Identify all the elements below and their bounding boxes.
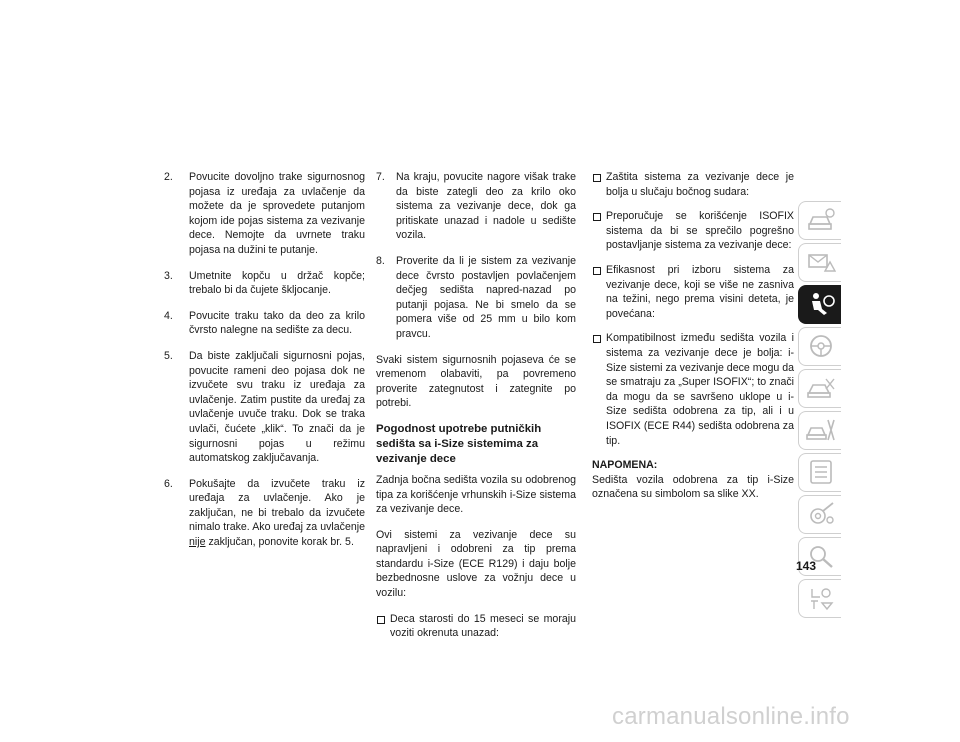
step-6: 6. Pokušajte da izvučete traku iz uređaja za uvlačenje. Ako je zaključan, ne bi trebalo da izvučete nimalo trake. Ako uređaj za uvlačenje nije zaključan, ponovite korak br. 5. xyxy=(164,477,365,549)
paragraph: Svaki sistem sigurnosnih pojaseva će se vremenom olabaviti, pa povremeno proverite zategnutost i zategnite po potrebi. xyxy=(376,353,576,410)
step-5: 5. Da biste zaključali sigurnosni pojas, povucite rameni deo pojasa dok ne izvučete svu traku iz uređaja za uvlačenje. Zatim pustite da uređaj za uvlačenje uvuče traku. Dok se traka uvlači, čućete „klik“. To znači da je sigurnosni pojas u režimu automatskog zaključavanja. xyxy=(164,349,365,465)
steering-wheel-icon xyxy=(806,333,836,359)
checkbox-bullet-icon xyxy=(593,174,601,182)
watermark: carmanualsonline.info xyxy=(612,703,850,730)
paragraph: Zadnja bočna sedišta vozila su odobrenog tipa za korišćenje vrhunskih i-Size sistema za vezivanje dece. xyxy=(376,473,576,516)
step-text: Povucite dovoljno trake sigurnosnog pojasa iz uređaja za uvlačenje da možete da je sprovedete putanjom kojom ide pojas sistema za vezivanje dece. Nemojte da uvrnete traku pojasa na dužini te putanje. xyxy=(189,171,365,256)
tab-maintenance[interactable] xyxy=(798,411,841,450)
tab-multimedia[interactable] xyxy=(798,495,841,534)
language-icon xyxy=(806,585,836,611)
tab-emergency[interactable] xyxy=(798,369,841,408)
step-text: Umetnite kopču u držač kopče; trebalo bi da čujete škljocanje. xyxy=(189,269,365,297)
paragraph: Ovi sistemi za vezivanje dece su napravljeni i odobreni za tip prema standardu i-Size (ECE R129) i daju bolje bezbednosne uslove za vožnju dece u vozilu: xyxy=(376,528,576,600)
column-right xyxy=(592,170,794,513)
step-text: Da biste zaključali sigurnosni pojas, povucite rameni deo pojasa dok ne izvučete svu traku iz uređaja za uvlačenje. Zatim pustite da uređaj za uvlačenje uvuče traku. Dok se traka uvlači, čućete „klik“. To znači da je sigurnosni pojas u režimu automatskog zaključavanja. xyxy=(189,349,365,465)
tab-driving[interactable] xyxy=(798,327,841,366)
step-3: 3. Umetnite kopču u držač kopče; trebalo bi da čujete škljocanje. xyxy=(164,269,365,297)
checkbox-bullet-icon xyxy=(593,213,601,221)
bullet-item: Kompatibilnost između sedišta vozila i sistema za vezivanje dece je bolja: i-Size sistemi za vezivanje dece mogu da se smatraju za „Super ISOFIX“; to znači da mogu da se savršeno uklope u i-Size sedišta odobrena za tip, ali i u ISOFIX (ECE R44) sedišta odobrena za tip. xyxy=(592,331,794,448)
tab-specifications[interactable] xyxy=(798,453,841,492)
tab-safety[interactable] xyxy=(798,285,841,324)
step-text: Pokušajte da izvučete traku iz uređaja za uvlačenje. Ako je zaključan, ne bi trebalo da izvučete nimalo trake. Ako uređaj za uvlačenje nije zaključan, ponovite korak br. 5. xyxy=(189,477,365,549)
step-text: Povucite traku tako da deo za krilo čvrsto nalegne na sedište za decu. xyxy=(189,309,365,337)
car-info-icon xyxy=(806,207,836,233)
tab-car-info[interactable] xyxy=(798,201,841,240)
underlined-word: nije xyxy=(189,536,206,549)
step-7: 7. Na kraju, povucite nagore višak trake da biste zategli deo za krilo oko sistema za vezivanje dece, dok ga pritiskate unazad i nadole u sedište vozila. xyxy=(376,171,576,242)
bullet-item: Deca starosti do 15 meseci se moraju voziti okrenuta unazad: xyxy=(376,612,576,641)
car-tools-icon xyxy=(806,417,836,443)
airbag-person-icon xyxy=(806,291,836,317)
tab-languages[interactable] xyxy=(798,579,841,618)
page-number: 143 xyxy=(796,559,817,573)
column-middle xyxy=(376,170,576,651)
checkbox-bullet-icon xyxy=(593,267,601,275)
bullet-item: Preporučuje se korišćenje ISOFIX sistema da bi se sprečilo pogrešno postavljanje sistema za vezivanje dece: xyxy=(592,209,794,253)
tab-warnings[interactable] xyxy=(798,243,841,282)
step-8: 8. Proverite da li je sistem za vezivanje dece čvrsto postavljen povlačenjem dečjeg sedišta napred-nazad po putanji pojasa. Ne bi smelo da se pomera više od 25 mm u bilo kom pravcu. xyxy=(376,254,576,340)
checkbox-bullet-icon xyxy=(377,616,385,624)
note-title: NAPOMENA: xyxy=(592,459,658,472)
step-text: Proverite da li je sistem za vezivanje dece čvrsto postavljen povlačenjem dečjeg sedišta napred-nazad po putanji pojasa. Ne bi smelo da se pomera više od 25 mm u bilo kom pravcu. xyxy=(396,254,576,340)
step-2: 2. Povucite dovoljno trake sigurnosnog pojasa iz uređaja za uvlačenje da možete da je sprovedete putanjom kojom ide pojas sistema za vezivanje dece. Nemojte da uvrnete traku pojasa na dužini te putanje. xyxy=(164,171,365,256)
bullet-item: Efikasnost pri izboru sistema za vezivanje dece, koji se više ne zasniva na težini, nego prema visini deteta, je povećana: xyxy=(592,263,794,321)
checkbox-bullet-icon xyxy=(593,335,601,343)
checklist-icon xyxy=(806,459,836,485)
note-text: Sedišta vozila odobrena za tip i-Size označena su simbolom sa slike XX. xyxy=(592,473,794,501)
bullet-item: Zaštita sistema za vezivanje dece je bolja u slučaju bočnog sudara: xyxy=(592,170,794,199)
step-text: Na kraju, povucite nagore višak trake da biste zategli deo za krilo oko sistema za vezivanje dece, dok ga pritiskate unazad i nadole u sedište vozila. xyxy=(396,171,576,242)
key-gear-icon xyxy=(806,501,836,527)
chapter-tabs xyxy=(798,201,841,621)
car-crash-icon xyxy=(806,375,836,401)
warning-message-icon xyxy=(806,249,836,275)
column-left xyxy=(160,170,365,561)
section-heading: Pogodnost upotrebe putničkih sedišta sa i-Size sistemima za vezivanje dece xyxy=(376,422,542,465)
step-4: 4. Povucite traku tako da deo za krilo čvrsto nalegne na sedište za decu. xyxy=(164,309,365,337)
